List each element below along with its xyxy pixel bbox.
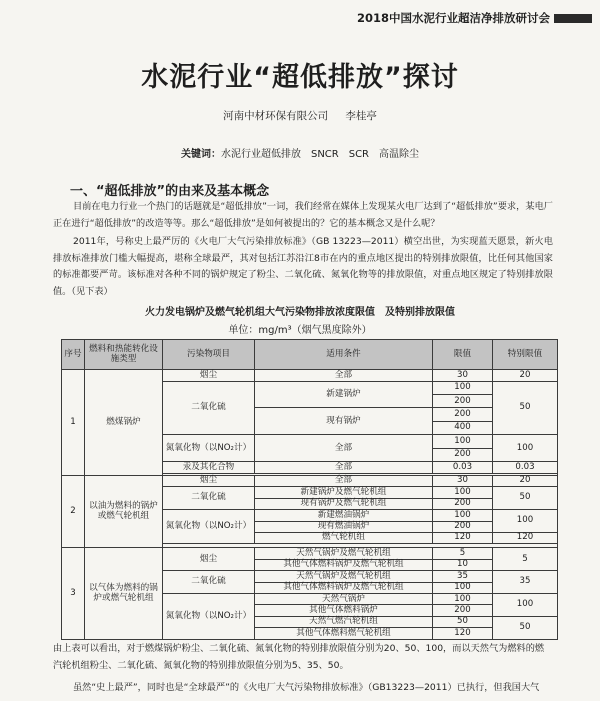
cell-limit: 0.03 [433, 462, 493, 473]
cell-special: 5 [493, 548, 558, 571]
cell-pollutant: 氮氧化物（以NO₂计） [163, 510, 255, 544]
cell-limit: 100 [433, 487, 493, 498]
cell-limit: 50 [433, 616, 493, 627]
cell-special: 100 [493, 510, 558, 533]
cell-condition: 天然气燃汽轮机组 [255, 616, 433, 627]
keywords-text: 水泥行业超低排放 SNCR SCR 高温除尘 [220, 149, 420, 160]
cell-condition: 全部 [255, 370, 433, 381]
table-header-row [62, 340, 558, 370]
cell-limit: 200 [433, 605, 493, 616]
cell-condition: 现有燃油锅炉 [255, 521, 433, 532]
cell-pollutant: 氮氧化物（以NO₂计） [163, 594, 255, 640]
cell-condition: 其他气体燃料燃气轮机组 [255, 628, 433, 640]
cell-condition: 其他气体燃料锅炉及燃气轮机组 [255, 582, 433, 593]
cell-limit: 120 [433, 532, 493, 543]
cell-seq: 3 [62, 548, 85, 640]
cell-limit: 200 [433, 394, 493, 407]
cell-condition: 现有锅炉及燃气轮机组 [255, 498, 433, 509]
header-pollutant: 污染物项目 [163, 340, 255, 370]
paragraph-1: 目前在电力行业一个热门的话题就是“超低排放”一词，我们经常在媒体上发现某火电厂达到了“超低排放”要求，某电厂正在进行“超低排放”的改造等等。那么“超低排放”是如何被提出的？它的基本概念又是什么呢？ [53, 201, 553, 229]
author-name: 李桂亭 [345, 110, 377, 122]
paragraph-2: 2011年，号称史上最严厉的《火电厂大气污染排放标准》（GB 13223—2011）横空出世，为实现蓝天愿景，新火电排放标准排放门槛大幅提高，堪称全球最严，其对包括江苏沿江8市在内的重点地区提出的特别排放限值，比任何其他国家的标准都要严苛。该标准对各种不同的锅炉规定了粉尘、二氧化硫、氮氧化物等的排放限值，对重点地区规定了特别排放限值。（见下表） [53, 236, 553, 297]
cell-seq: 1 [62, 370, 85, 476]
cell-condition: 全部 [255, 475, 433, 486]
cell-limit: 400 [433, 421, 493, 434]
cell-fuel: 以油为燃料的锅炉或燃气轮机组 [85, 475, 163, 548]
cell-special: 0.03 [493, 462, 558, 473]
cell-seq: 2 [62, 475, 85, 548]
header-special: 特别限值 [493, 340, 558, 370]
cell-condition: 新建锅炉 [255, 381, 433, 408]
cell-special: 50 [493, 616, 558, 639]
cell-limit: 30 [433, 370, 493, 381]
cell-condition: 全部 [255, 435, 433, 462]
cell-condition: 其他气体燃料锅炉及燃气轮机组 [255, 559, 433, 570]
cell-pollutant: 二氧化硫 [163, 381, 255, 435]
cell-condition: 现有锅炉 [255, 408, 433, 435]
cell-limit: 120 [433, 628, 493, 640]
cell-pollutant: 烟尘 [163, 548, 255, 571]
paper-title: 水泥行业“超低排放”探讨 [141, 62, 459, 93]
cell-special: 120 [493, 532, 558, 543]
cell-condition: 燃气轮机组 [255, 532, 433, 543]
cell-special: 100 [493, 435, 558, 462]
cell-limit: 100 [433, 594, 493, 605]
affiliation: 河南中材环保有限公司 [223, 110, 329, 122]
emission-limits-table [61, 339, 558, 640]
cell-special: 35 [493, 571, 558, 594]
cell-limit: 100 [433, 435, 493, 448]
cell-pollutant: 汞及其化合物 [163, 462, 255, 473]
cell-condition: 新建燃油锅炉 [255, 510, 433, 521]
cell-limit: 100 [433, 510, 493, 521]
cell-limit: 30 [433, 475, 493, 486]
cell-pollutant: 二氧化硫 [163, 487, 255, 510]
header-fuel: 燃料和热能转化设施类型 [85, 340, 163, 370]
cell-limit: 200 [433, 498, 493, 509]
header-bar [554, 14, 592, 23]
cell-limit: 10 [433, 559, 493, 570]
cell-condition: 天然气锅炉及燃气轮机组 [255, 548, 433, 559]
paragraph-3: 由上表可以看出，对于燃煤锅炉粉尘、二氧化硫、氮氧化物的特别排放限值分别为20、50、100，而以天然气为燃料的燃汽轮机组粉尘、二氧化硫、氮氧化物的特别排放限值分别为5、35、50。 [53, 643, 545, 671]
cell-fuel: 燃煤锅炉 [85, 370, 163, 476]
table-row [62, 370, 558, 381]
header-limit: 限值 [433, 340, 493, 370]
cell-condition: 天然气锅炉 [255, 594, 433, 605]
cell-condition: 新建锅炉及燃气轮机组 [255, 487, 433, 498]
cell-pollutant: 二氧化硫 [163, 571, 255, 594]
keywords-label: 关键词： [180, 149, 221, 160]
authors-line [0, 108, 600, 123]
table-unit: 单位：mg/m³（烟气黑度除外） [228, 325, 372, 336]
cell-pollutant: 烟尘 [163, 370, 255, 381]
running-header [357, 10, 592, 26]
cell-special: 50 [493, 381, 558, 435]
cell-limit: 35 [433, 571, 493, 582]
table-row [62, 548, 558, 559]
section-heading: 一、“超低排放”的由来及基本概念 [70, 184, 270, 199]
cell-limit: 200 [433, 521, 493, 532]
cell-limit: 200 [433, 408, 493, 421]
cell-limit: 100 [433, 582, 493, 593]
conference-name: 2018中国水泥行业超洁净排放研讨会 [356, 11, 550, 25]
cell-fuel: 以气体为燃料的锅炉或燃气轮机组 [85, 548, 163, 640]
cell-special: 50 [493, 487, 558, 510]
header-condition: 适用条件 [255, 340, 433, 370]
cell-special: 20 [493, 370, 558, 381]
cell-limit: 100 [433, 381, 493, 394]
table-row [62, 475, 558, 486]
cell-special: 20 [493, 475, 558, 486]
cell-limit: 5 [433, 548, 493, 559]
cell-special: 100 [493, 594, 558, 617]
cell-condition: 其他气体燃料锅炉 [255, 605, 433, 616]
keywords-line [0, 145, 600, 160]
header-seq: 序号 [62, 340, 85, 370]
paragraph-4: 虽然“史上最严”，同时也是“全球最严”的《火电厂大气污染物排放标准》（GB13223—2011）已执行，但我国大气 [73, 682, 540, 693]
cell-pollutant: 烟尘 [163, 475, 255, 486]
cell-condition: 全部 [255, 462, 433, 473]
cell-limit: 200 [433, 448, 493, 461]
cell-condition: 天然气锅炉及燃气轮机组 [255, 571, 433, 582]
cell-pollutant: 氮氧化物（以NO₂计） [163, 435, 255, 462]
table-caption: 火力发电锅炉及燃气轮机组大气污染物排放浓度限值 及特别排放限值 [145, 307, 455, 318]
